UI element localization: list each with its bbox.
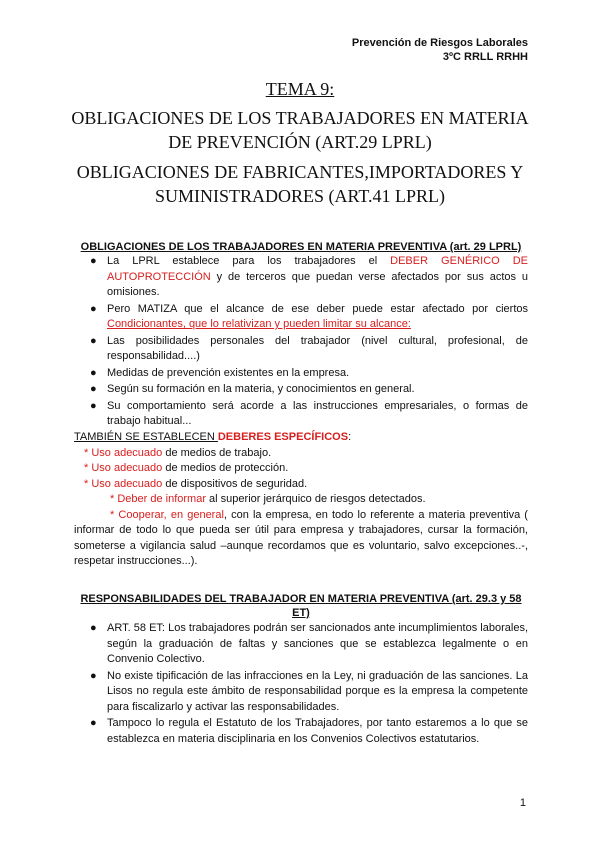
bullet-icon: ● <box>90 622 97 634</box>
list-item <box>90 366 528 382</box>
item-text: Tampoco lo regula el Estatuto de los Trabajadores, por tanto estaremos a lo que se establezca en materia disciplinaria en los Convenios Colectivos estatutarios. <box>107 717 528 745</box>
duty-highlight: Cooperar, en general <box>114 508 224 521</box>
item-text: Según su formación en la materia, y conocimientos en general. <box>107 383 415 395</box>
asterisk-icon: * <box>110 493 115 505</box>
item-text: Las posibilidades personales del trabajador (nivel cultural, profesional, de responsabilidad....) <box>107 334 528 362</box>
duty-highlight: Uso adecuado <box>88 477 163 490</box>
highlight-text: DEBER GENÉRICO DE AUTOPROTECCIÓN <box>107 255 528 283</box>
intro-highlight: DEBERES ESPECÍFICOS <box>217 431 349 443</box>
duty-text: , con la empresa, en todo lo referente a materia preventiva ( informar de todo lo que pueda ser útil para empresa y trabajadores, cursar la formación, someterse a vigilancia salud –aunque recordamos que es voluntario, salvo excepciones..-, respetar instrucciones...). <box>74 508 528 567</box>
bullet-icon: ● <box>90 383 97 395</box>
item-text: y de terceros que puedan verse afectados por sus actos u omisiones. <box>107 270 528 298</box>
asterisk-icon: * <box>110 508 115 521</box>
tema-title: TEMA 9: <box>265 79 335 99</box>
section1-heading: OBLIGACIONES DE LOS TRABAJADORES EN MATERIA PREVENTIVA (art. 29 LPRL) <box>80 241 522 253</box>
item-text: Pero MATIZA que el alcance de ese deber puede estar afectado por ciertos <box>107 302 528 315</box>
page-header <box>352 36 528 64</box>
specific-duties <box>74 430 528 570</box>
duty-highlight: Uso adecuado <box>88 446 163 459</box>
asterisk-icon: * <box>84 462 89 474</box>
bullet-icon: ● <box>90 669 97 682</box>
duty-item <box>74 461 528 477</box>
intro-text: TAMBIÉN SE ESTABLECEN <box>74 431 218 443</box>
title-block <box>60 78 540 214</box>
item-text: ART. 58 ET: Los trabajadores podrán ser sancionados ante incumplimientos laborales, según la graduación de faltas y sanciones que se establezca legalmente o en Convenio Colectivo. <box>107 622 528 665</box>
list-item <box>90 716 528 747</box>
list-item <box>90 334 528 365</box>
duty-text: de medios de trabajo. <box>162 446 272 459</box>
duty-item <box>74 492 528 508</box>
highlight-text: Condicionantes, que lo relativizan y pueden limitar su alcance: <box>107 318 411 330</box>
duty-highlight: Deber de informar <box>114 493 206 505</box>
list-item <box>90 382 528 398</box>
list-item <box>90 302 528 333</box>
section2-list <box>90 621 528 748</box>
item-text: No existe tipificación de las infracciones en la Ley, ni graduación de las sanciones. La Lisos no regula este ámbito de responsabilidad porque es la empresa la competente para fiscalizarlo y activar las responsabilidades. <box>107 669 528 713</box>
list-item <box>90 621 528 668</box>
duty-highlight: Uso adecuado <box>88 462 163 474</box>
bullet-icon: ● <box>90 717 97 729</box>
page-number: 1 <box>519 797 526 809</box>
section2-heading: RESPONSABILIDADES DEL TRABAJADOR EN MATERIA PREVENTIVA (art. 29.3 y 58 ET) <box>80 593 522 619</box>
item-text: Medidas de prevención existentes en la empresa. <box>107 366 350 379</box>
bullet-icon: ● <box>90 366 97 379</box>
bullet-icon: ● <box>90 255 97 267</box>
intro-end: : <box>348 431 352 443</box>
list-item <box>90 399 528 430</box>
asterisk-icon: * <box>84 477 89 490</box>
list-item <box>90 669 528 716</box>
bullet-icon: ● <box>90 334 97 347</box>
bullet-icon: ● <box>90 399 97 412</box>
duty-text: de dispositivos de seguridad. <box>162 477 308 490</box>
subtitle-fabricantes: OBLIGACIONES DE FABRICANTES,IMPORTADORES Y SUMINISTRADORES (ART.41 LPRL) <box>76 162 524 206</box>
duty-text: al superior jerárquico de riesgos detectados. <box>206 493 426 505</box>
section1-list <box>90 254 528 431</box>
subtitle-trabajadores: OBLIGACIONES DE LOS TRABAJADORES EN MATERIA DE PREVENCIÓN (ART.29 LPRL) <box>71 108 529 152</box>
duty-item <box>74 477 528 493</box>
list-item <box>90 254 528 301</box>
asterisk-icon: * <box>84 446 89 459</box>
header-group: 3ºC RRLL RRHH <box>442 51 528 63</box>
duty-item <box>74 446 528 462</box>
item-text: Su comportamiento será acorde a las instrucciones empresariales, o formas de trabajo habitual... <box>107 399 528 427</box>
duty-text: de medios de protección. <box>162 462 289 474</box>
bullet-icon: ● <box>90 302 97 315</box>
duty-item <box>74 508 528 570</box>
header-course: Prevención de Riesgos Laborales <box>351 37 528 49</box>
specific-intro <box>74 430 528 446</box>
item-text: La LPRL establece para los trabajadores el <box>107 255 391 267</box>
